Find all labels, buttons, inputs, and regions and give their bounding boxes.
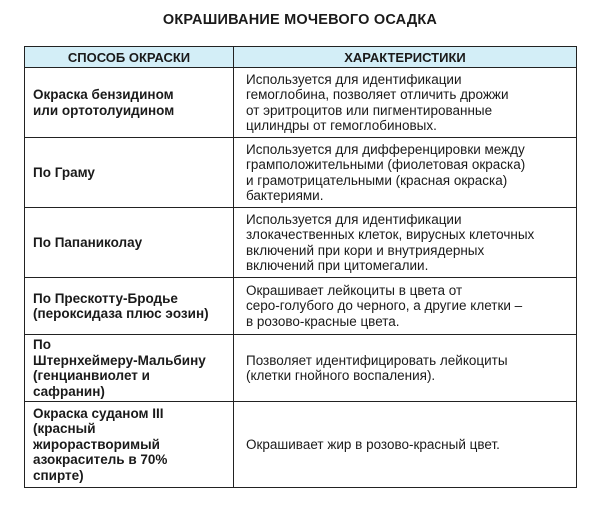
method-text: По Штернхеймеру-Мальбину (генцианвиолет и сафранин) xyxy=(33,337,206,399)
method-cell xyxy=(25,335,234,402)
header-method: СПОСОБ ОКРАСКИ xyxy=(25,47,234,68)
method-cell xyxy=(25,402,234,488)
table-row xyxy=(25,138,577,208)
table-row xyxy=(25,402,577,488)
method-text: По Граму xyxy=(33,164,95,180)
description-cell: Используется для идентификации гемоглобина, позволяет отличить дрожжи от эритроцитов или пигментированные цилиндры от гемоглобиновых. xyxy=(234,68,577,138)
method-cell xyxy=(25,278,234,335)
method-text: По Прескотту-Бродье (пероксидаза плюс эозин) xyxy=(33,290,209,321)
table-row xyxy=(25,278,577,335)
header-characteristics: ХАРАКТЕРИСТИКИ xyxy=(234,47,577,68)
table-header-row xyxy=(25,47,577,68)
page-title: ОКРАШИВАНИЕ МОЧЕВОГО ОСАДКА xyxy=(162,12,438,28)
description-cell: Используется для идентификации злокачественных клеток, вирусных клеточных включений при кори и внутриядерных включений при цитомегалии. xyxy=(234,208,577,278)
table-row xyxy=(25,208,577,278)
table-row xyxy=(25,68,577,138)
method-text: Окраска суданом III (красный жирорастворимый азокраситель в 70% спирте) xyxy=(33,405,168,483)
description-cell: Используется для дифференцировки между грамположительными (фиолетовая окраска) и грамотрицательными (красная окраска) бактериями. xyxy=(234,138,577,208)
method-cell xyxy=(25,68,234,138)
staining-table xyxy=(24,46,577,488)
description-cell: Окрашивает жир в розово-красный цвет. xyxy=(234,402,577,488)
method-cell xyxy=(25,208,234,278)
description-cell: Позволяет идентифицировать лейкоциты (клетки гнойного воспаления). xyxy=(234,335,577,402)
method-text: По Папаниколау xyxy=(33,234,143,250)
method-cell xyxy=(25,138,234,208)
description-cell: Окрашивает лейкоциты в цвета от серо-голубого до черного, а другие клетки – в розово-красные цвета. xyxy=(234,278,577,335)
method-text: Окраска бензидином или ортотолуидином xyxy=(33,87,175,118)
table-row xyxy=(25,335,577,402)
